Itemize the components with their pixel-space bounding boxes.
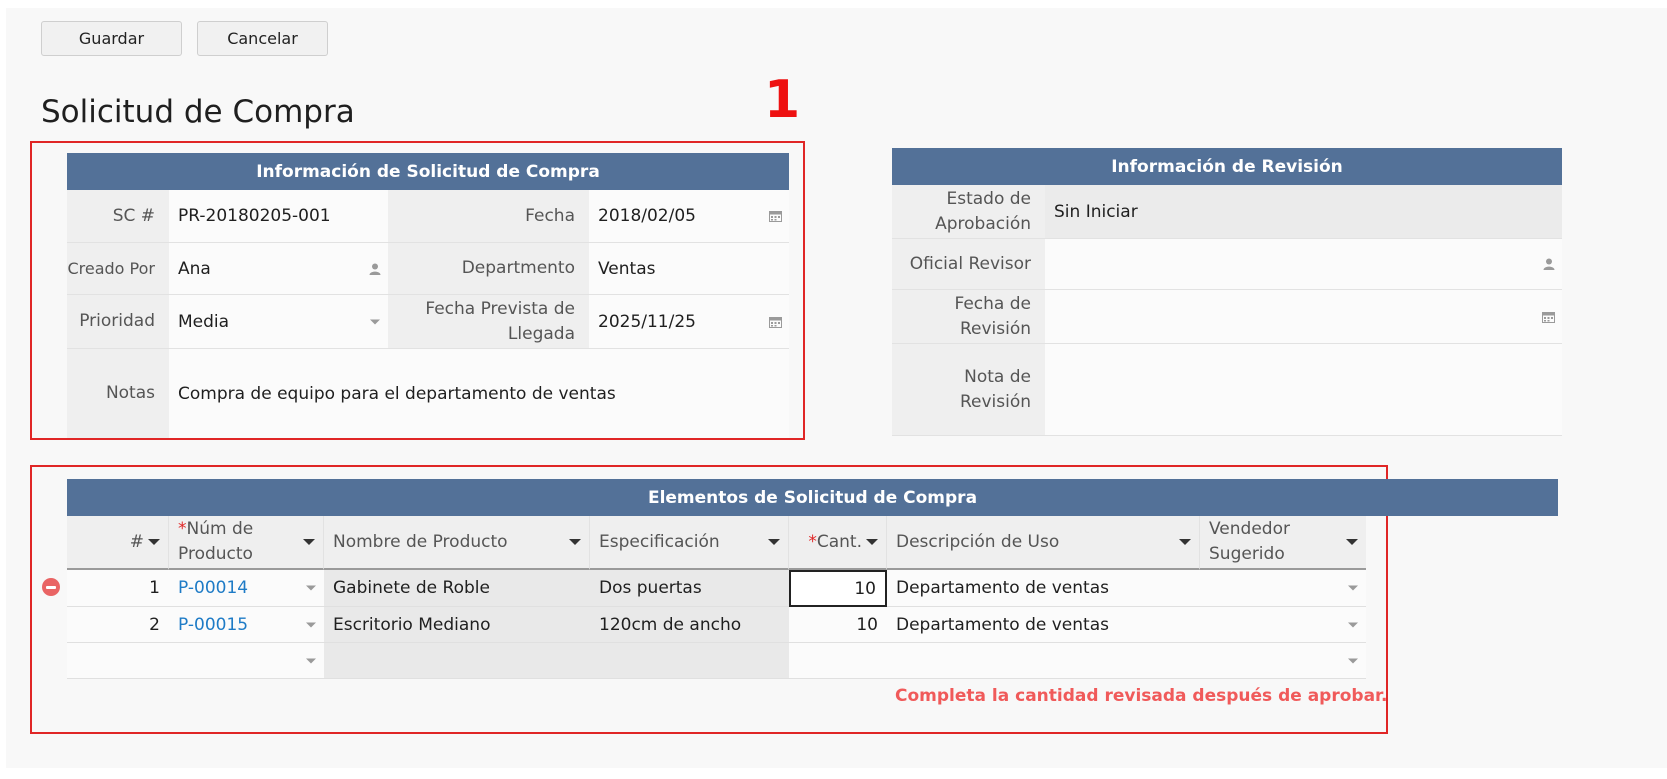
items-header: Elementos de Solicitud de Compra	[67, 479, 1558, 516]
approval-status-field	[1045, 185, 1562, 239]
arrival-date-label: Fecha Prevista de Llegada	[388, 295, 589, 349]
sort-caret-icon[interactable]	[1346, 539, 1358, 545]
cancel-button[interactable]: Cancelar	[197, 21, 328, 56]
review-date-label: Fecha de Revisión	[892, 290, 1045, 344]
product-name-cell	[324, 643, 590, 679]
column-usage-header[interactable]	[887, 516, 1200, 570]
vendor-cell[interactable]	[1200, 643, 1366, 679]
priority-value: Media	[178, 311, 230, 332]
department-field[interactable]	[589, 243, 789, 295]
review-note-label: Nota de Revisión	[892, 344, 1045, 436]
created-by-label: Creado Por	[67, 243, 169, 295]
sort-caret-icon[interactable]	[148, 539, 160, 545]
required-mark: *	[178, 519, 187, 539]
quantity-cell[interactable]	[789, 643, 887, 679]
specification-cell: 120cm de ancho	[590, 607, 789, 643]
chevron-down-icon[interactable]	[1348, 622, 1358, 627]
remove-row-icon[interactable]	[42, 578, 60, 596]
annotation-marker: 1	[764, 70, 801, 130]
sort-caret-icon[interactable]	[303, 539, 315, 545]
review-officer-field[interactable]	[1045, 239, 1562, 290]
created-by-field[interactable]	[169, 243, 388, 295]
column-specification-header[interactable]	[590, 516, 789, 570]
sort-caret-icon[interactable]	[569, 539, 581, 545]
chevron-down-icon[interactable]	[306, 658, 316, 663]
column-usage-label: Descripción de Uso	[896, 531, 1060, 552]
column-quantity-header[interactable]	[789, 516, 887, 570]
usage-cell[interactable]: Departamento de ventas	[887, 607, 1200, 643]
review-officer-label: Oficial Revisor	[892, 239, 1045, 290]
priority-select[interactable]	[169, 295, 388, 349]
product-name-cell: Gabinete de Roble	[324, 570, 590, 607]
column-product-number-header[interactable]	[169, 516, 324, 570]
chevron-down-icon[interactable]	[306, 622, 316, 627]
footer-note: Completa la cantidad revisada después de aprobar.	[895, 686, 1388, 706]
column-product-number-label: *Núm de Producto	[178, 519, 254, 564]
product-number-cell[interactable]	[169, 570, 324, 607]
required-mark: *	[808, 531, 817, 552]
column-index-label: #	[129, 531, 144, 552]
review-info-header: Información de Revisión	[892, 148, 1562, 185]
vendor-cell[interactable]	[1200, 607, 1366, 643]
priority-label: Prioridad	[67, 295, 169, 349]
calendar-icon[interactable]	[769, 210, 782, 222]
specification-cell	[590, 643, 789, 679]
approval-status-value: Sin Iniciar	[1054, 201, 1138, 222]
column-index-header[interactable]	[67, 516, 169, 570]
arrival-date-value: 2025/11/25	[598, 311, 696, 332]
created-by-value: Ana	[178, 258, 211, 279]
vendor-cell[interactable]	[1200, 570, 1366, 607]
review-note-field[interactable]	[1045, 344, 1562, 436]
user-icon[interactable]	[1543, 258, 1555, 270]
date-value: 2018/02/05	[598, 206, 696, 226]
date-label: Fecha	[388, 190, 589, 243]
sort-caret-icon[interactable]	[1179, 539, 1191, 545]
date-field[interactable]	[589, 190, 789, 243]
chevron-down-icon[interactable]	[1348, 586, 1358, 591]
specification-cell: Dos puertas	[590, 570, 789, 607]
column-vendor-header[interactable]	[1200, 516, 1366, 570]
sort-caret-icon[interactable]	[768, 539, 780, 545]
notes-label: Notas	[67, 349, 169, 438]
user-icon[interactable]	[369, 263, 381, 275]
product-number-cell[interactable]	[169, 607, 324, 643]
row-index-cell: 1	[67, 570, 169, 607]
page-title: Solicitud de Compra	[41, 94, 355, 130]
sc-number-field[interactable]	[169, 190, 388, 243]
notes-value: Compra de equipo para el departamento de ventas	[178, 383, 616, 404]
department-value: Ventas	[598, 258, 656, 279]
approval-status-label: Estado de Aprobación	[892, 185, 1045, 239]
usage-cell[interactable]: Departamento de ventas	[887, 570, 1200, 607]
sc-number-label: SC #	[67, 190, 169, 243]
calendar-icon[interactable]	[1542, 311, 1555, 323]
row-index-cell: 2	[67, 607, 169, 643]
row-index-cell	[67, 643, 169, 679]
quantity-cell[interactable]: 10	[789, 570, 887, 607]
sort-caret-icon[interactable]	[866, 539, 878, 545]
department-label: Departmento	[388, 243, 589, 295]
calendar-icon[interactable]	[769, 316, 782, 328]
column-quantity-label: *Cant.	[808, 531, 862, 552]
sc-number-value: PR-20180205-001	[178, 206, 331, 226]
column-product-name-label: Nombre de Producto	[333, 531, 508, 552]
product-number-cell[interactable]	[169, 643, 324, 679]
column-vendor-label: Vendedor Sugerido	[1209, 519, 1290, 564]
arrival-date-field[interactable]	[589, 295, 789, 349]
chevron-down-icon[interactable]	[306, 586, 316, 591]
review-date-field[interactable]	[1045, 290, 1562, 344]
quantity-cell[interactable]: 10	[789, 607, 887, 643]
usage-cell[interactable]	[887, 643, 1200, 679]
notes-field[interactable]	[169, 349, 789, 438]
product-number-link[interactable]: P-00015	[178, 614, 249, 635]
save-button[interactable]: Guardar	[41, 21, 182, 56]
request-info-header: Información de Solicitud de Compra	[67, 153, 789, 190]
product-name-cell: Escritorio Mediano	[324, 607, 590, 643]
column-specification-label: Especificación	[599, 531, 720, 552]
product-number-link[interactable]: P-00014	[178, 578, 249, 598]
chevron-down-icon[interactable]	[370, 319, 380, 324]
column-product-name-header[interactable]	[324, 516, 590, 570]
chevron-down-icon[interactable]	[1348, 658, 1358, 663]
